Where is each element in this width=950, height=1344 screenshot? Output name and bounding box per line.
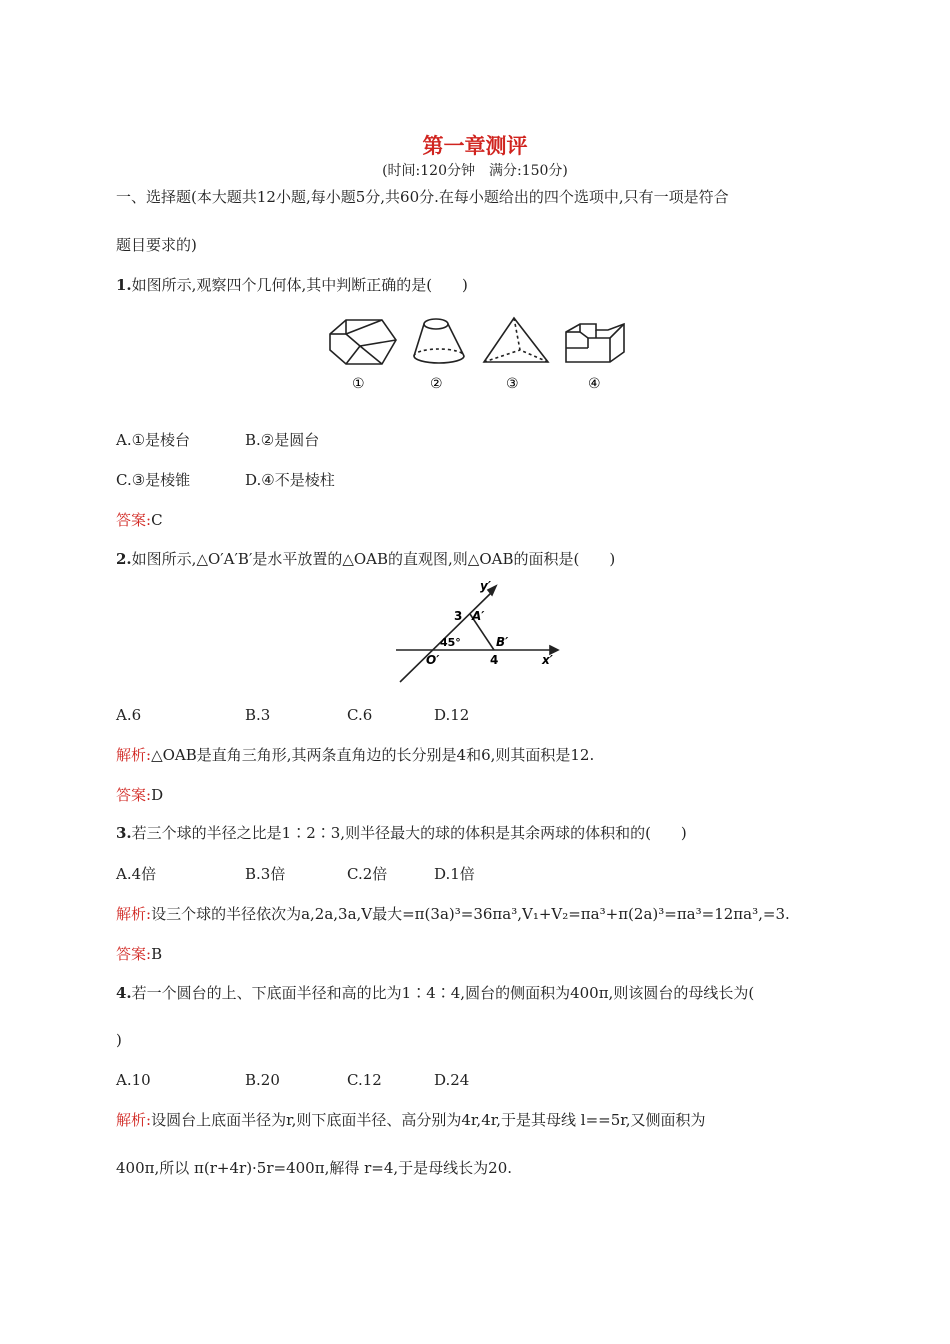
q2-option-c: C.6 [347,706,373,724]
q1-option-d: D.④不是棱柱 [245,471,335,489]
q3-option-d: D.1倍 [434,865,475,883]
q1-option-b: B.②是圆台 [245,431,320,449]
q3-stem [116,823,687,843]
q4-analysis-line2: 400π,所以 π(r+4r)·5r=400π,解得 r=4,于是母线长为20. [116,1159,513,1177]
analysis-text-line1: 设圆台上底面半径为r,则下底面半径、高分别为4r,4r,于是其母线 l==5r,又侧面积为 [151,1111,706,1129]
q2-analysis [116,745,594,765]
length-four: 4 [490,653,499,667]
q4-option-a: A.10 [116,1071,151,1089]
point-o-label: O′ [426,653,440,667]
answer-value: D [151,786,164,804]
answer-label: 答案: [116,511,152,529]
q4-option-d: D.24 [434,1071,470,1089]
q4-option-c: C.12 [347,1071,382,1089]
figure-label-2: ② [430,376,443,392]
q4-stem [116,983,754,1003]
q1-option-c: C.③是棱锥 [116,471,191,489]
q2-option-d: D.12 [434,706,470,724]
q4-number: 4. [116,984,132,1002]
analysis-text: △OAB是直角三角形,其两条直角边的长分别是4和6,则其面积是12. [151,746,595,764]
point-a-label: A′ [472,609,485,623]
analysis-label: 解析: [116,746,152,764]
page-title: 第一章测评 [422,133,528,158]
q4-analysis [116,1110,706,1130]
q3-answer [116,944,162,964]
q1-option-a: A.①是棱台 [116,431,191,449]
q1-number: 1. [116,276,132,294]
page-subtitle: (时间:120分钟 满分:150分) [382,163,568,179]
q1-answer [116,510,163,530]
q1-stem [116,275,468,295]
length-three: 3 [454,609,463,623]
section-heading-line1: 一、选择题(本大题共12小题,每小题5分,共60分.在每小题给出的四个选项中,只有一项是符合 [116,188,729,206]
analysis-label: 解析: [116,905,152,923]
figure-label-3: ③ [506,376,519,392]
point-b-label: B′ [496,635,509,649]
q3-option-b: B.3倍 [245,865,286,883]
q2-number: 2. [116,550,132,568]
answer-value: B [151,945,163,963]
y-axis-label: y′ [480,579,491,593]
q3-stem-text: 若三个球的半径之比是1∶2∶3,则半径最大的球的体积是其余两球的体积和的( ) [131,824,687,842]
x-axis-label: x′ [542,653,553,667]
q2-stem-text: 如图所示,△O′A′B′是水平放置的△OAB的直观图,则△OAB的面积是( ) [131,550,616,568]
angle-label: 45° [440,636,461,649]
figure-label-1: ① [352,376,365,392]
q4-stem-text: 若一个圆台的上、下底面半径和高的比为1∶4∶4,圆台的侧面积为400π,则该圆台的母线长为( [131,984,755,1002]
q3-option-c: C.2倍 [347,865,388,883]
q4-stem-cont: ) [116,1031,122,1049]
q3-number: 3. [116,824,132,842]
q3-option-a: A.4倍 [116,865,157,883]
solid-2-frustum [414,319,464,363]
q2-answer [116,785,163,805]
analysis-text: 设三个球的半径依次为a,2a,3a,V最大=π(3a)³=36πa³,V₁+V₂=πa³+π(2a)³=πa³=12πa³,=3. [151,905,790,923]
answer-label: 答案: [116,786,152,804]
q2-option-a: A.6 [116,706,142,724]
q4-option-b: B.20 [245,1071,280,1089]
q2-figure [390,578,570,686]
analysis-label: 解析: [116,1111,152,1129]
answer-value: C [151,511,163,529]
solid-1-frustum-prism [330,320,396,364]
solid-4-prism [566,324,624,362]
q2-option-b: B.3 [245,706,271,724]
section-heading-line2: 题目要求的) [116,236,197,254]
solid-3-pyramid [484,318,548,362]
q3-analysis [116,904,790,924]
q2-stem [116,549,615,569]
q1-figure [318,312,638,392]
q1-stem-text: 如图所示,观察四个几何体,其中判断正确的是( ) [131,276,468,294]
answer-label: 答案: [116,945,152,963]
figure-label-4: ④ [588,376,601,392]
